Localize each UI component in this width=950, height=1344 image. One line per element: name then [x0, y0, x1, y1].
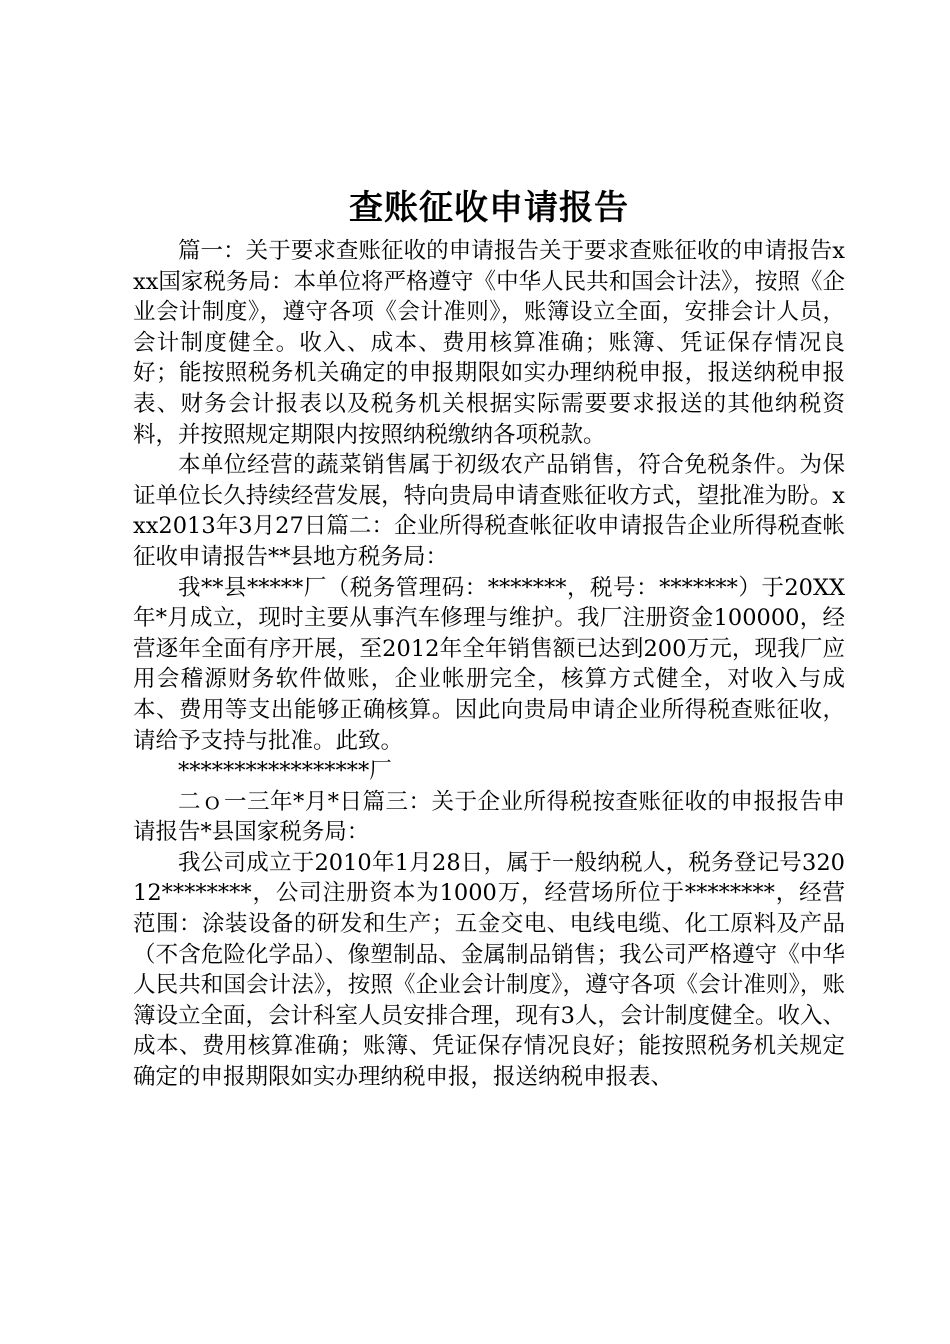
document-title: 查账征收申请报告 [349, 188, 629, 228]
paragraph-1: 篇一：关于要求查账征收的申请报告关于要求查账征收的申请报告xxx国家税务局：本单位将严格遵守《中华人民共和国会计法》，按照《企业会计制度》，遵守各项《会计准则》，账簿设立全面，安排会计人员，会计制度健全。收入、成本、费用核算准确；账簿、凭证保存情况良好；能按照税务机关确定的申报期限如实办理纳税申报，报送纳税申报表、财务会计报表以及税务机关根据实际需要要求报送的其他纳税资料，并按照规定期限内按照纳税缴纳各项税款。 [133, 238, 845, 448]
paragraph-3: 我**县*****厂（税务管理码：*******，税号：*******）于20XX年*月成立，现时主要从事汽车修理与维护。我厂注册资金100000，经营逐年全面有序开展，至2012年全年销售额已达到200万元，现我厂应用会稽源财务软件做账，企业帐册完全，核算方式健全，对收入与成本、费用等支出能够正确核算。因此向贵局申请企业所得税查账征收，请给予支持与批准。此致。 [133, 574, 845, 754]
document-page [133, 180, 845, 1093]
paragraph-signature: *****************厂 [178, 758, 392, 785]
paragraph-4: 二ｏ一三年*月*日篇三：关于企业所得税按查账征收的申报报告申请报告*县国家税务局： [133, 788, 845, 846]
paragraph-5: 我公司成立于2010年1月28日，属于一般纳税人，税务登记号32012********，公司注册资本为1000万，经营场所位于********，经营范围：涂装设备的研发和生产；五金交电、电线电缆、化工原料及产品（不含危险化学品）、像塑制品、金属制品销售；我公司严格遵守《中华人民共和国会计法》，按照《企业会计制度》，遵守各项《会计准则》，账簿设立全面，会计科室人员安排合理，现有3人，会计制度健全。收入、成本、费用核算准确；账簿、凭证保存情况良好；能按照税务机关规定确定的申报期限如实办理纳税申报，报送纳税申报表、 [133, 849, 845, 1091]
paragraph-2: 本单位经营的蔬菜销售属于初级农产品销售，符合免税条件。为保证单位长久持续经营发展，特向贵局申请查账征收方式，望批准为盼。xxx2013年3月27日篇二：企业所得税查帐征收申请报告企业所得税查帐征收申请报告**县地方税务局： [133, 452, 845, 570]
